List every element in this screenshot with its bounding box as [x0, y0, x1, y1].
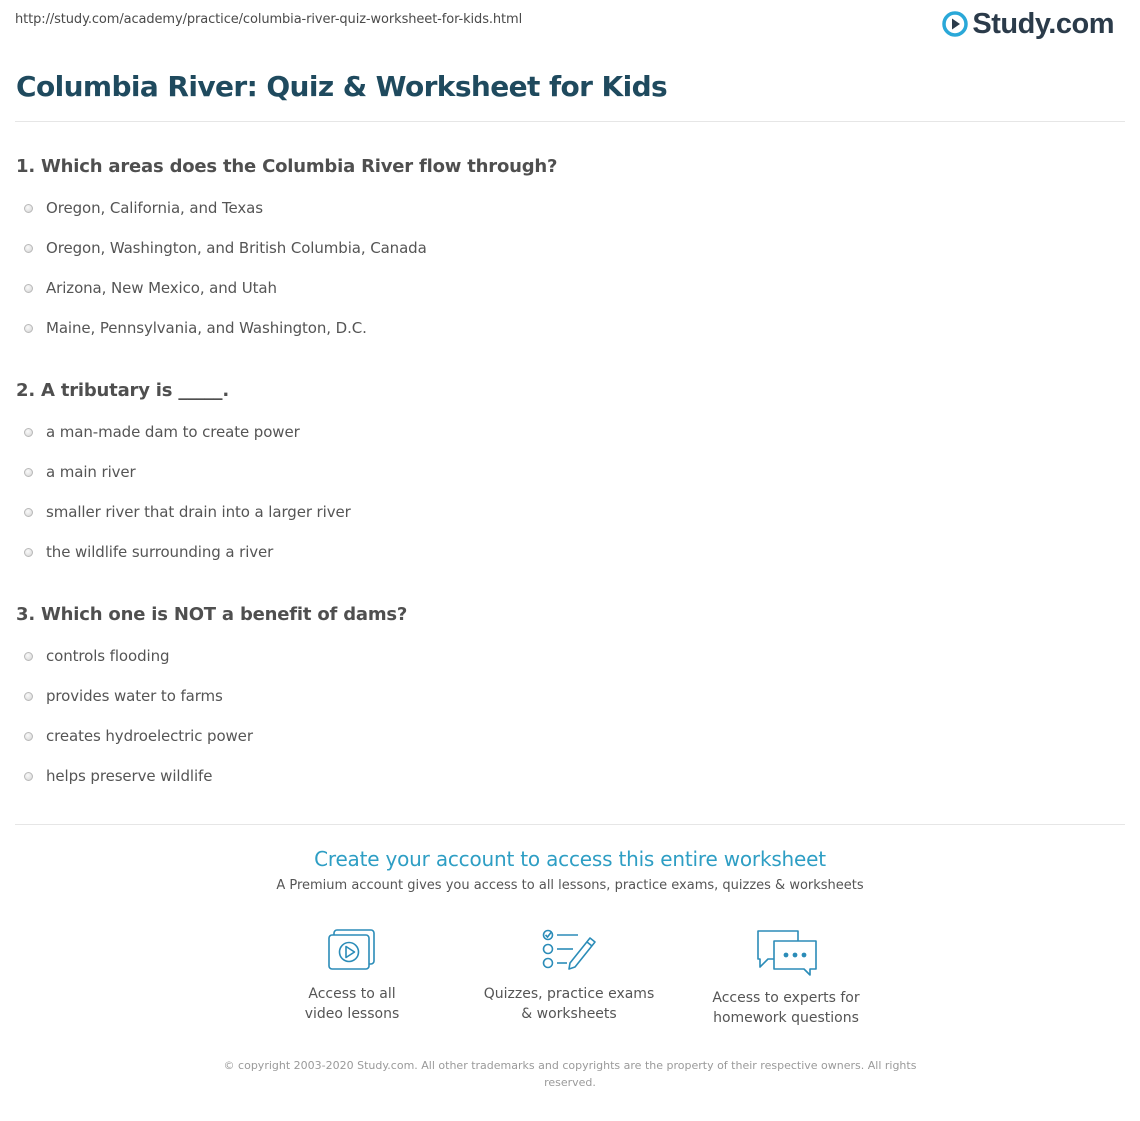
quiz-checklist-icon: [540, 928, 598, 972]
answer-label: Oregon, California, and Texas: [46, 199, 263, 217]
title-divider: [15, 121, 1125, 122]
answer-option[interactable]: [24, 726, 253, 746]
answer-option[interactable]: [24, 462, 136, 482]
answer-label: provides water to farms: [46, 687, 223, 705]
page-title: Columbia River: Quiz & Worksheet for Kids: [16, 70, 668, 103]
answer-label: creates hydroelectric power: [46, 727, 253, 745]
answer-option[interactable]: [24, 542, 273, 562]
question-3: 3. Which one is NOT a benefit of dams?: [16, 604, 408, 625]
section-divider: [15, 824, 1125, 825]
answer-option[interactable]: [24, 422, 300, 442]
answer-label: a main river: [46, 463, 136, 481]
answer-option[interactable]: [24, 198, 263, 218]
radio-button[interactable]: [24, 428, 33, 437]
feature-label-line: Access to experts for: [712, 990, 860, 1006]
answer-option[interactable]: [24, 686, 223, 706]
radio-button[interactable]: [24, 324, 33, 333]
radio-button[interactable]: [24, 244, 33, 253]
feature-label-line: video lessons: [304, 1006, 400, 1022]
answer-label: Arizona, New Mexico, and Utah: [46, 279, 277, 297]
feature-label-line: homework questions: [713, 1010, 859, 1026]
feature-video-lessons: [262, 928, 442, 1024]
answer-option[interactable]: [24, 502, 351, 522]
answer-option[interactable]: [24, 278, 277, 298]
feature-label-line: Access to all: [308, 986, 396, 1002]
feature-label-line: Quizzes, practice exams: [483, 986, 655, 1002]
answer-label: the wildlife surrounding a river: [46, 543, 274, 561]
answer-option[interactable]: [24, 318, 367, 338]
answer-label: helps preserve wildlife: [46, 767, 213, 785]
answer-label: controls flooding: [46, 647, 170, 665]
page-url: http://study.com/academy/practice/columbia-river-quiz-worksheet-for-kids.html: [15, 12, 523, 27]
radio-button[interactable]: [24, 204, 33, 213]
radio-button[interactable]: [24, 548, 33, 557]
radio-button[interactable]: [24, 508, 33, 517]
question-2: 2. A tributary is _____.: [16, 380, 229, 401]
radio-button[interactable]: [24, 772, 33, 781]
play-circle-icon: [942, 11, 968, 37]
answer-label: smaller river that drain into a larger river: [46, 503, 351, 521]
answer-label: Oregon, Washington, and British Columbia, Canada: [46, 239, 427, 257]
radio-button[interactable]: [24, 692, 33, 701]
expert-chat-icon: [754, 928, 818, 976]
cta-subtitle: A Premium account gives you access to all lessons, practice exams, quizzes & worksheets: [276, 878, 864, 893]
copyright-notice: © copyright 2003-2020 Study.com. All other trademarks and copyrights are the property of their respective owners. All rights reserved.: [223, 1059, 917, 1089]
study-logo[interactable]: [942, 6, 1114, 42]
question-1: 1. Which areas does the Columbia River flow through?: [16, 156, 558, 177]
feature-experts: [696, 928, 876, 1028]
radio-button[interactable]: [24, 284, 33, 293]
radio-button[interactable]: [24, 468, 33, 477]
feature-quizzes: [479, 928, 659, 1024]
answer-option[interactable]: [24, 646, 169, 666]
answer-option[interactable]: [24, 766, 212, 786]
answer-label: Maine, Pennsylvania, and Washington, D.C.: [46, 319, 367, 337]
radio-button[interactable]: [24, 732, 33, 741]
answer-label: a man-made dam to create power: [46, 423, 300, 441]
logo-text: Study.com: [972, 7, 1114, 40]
create-account-link[interactable]: Create your account to access this entire worksheet: [314, 847, 826, 871]
answer-option[interactable]: [24, 238, 427, 258]
video-lessons-icon: [326, 928, 378, 972]
radio-button[interactable]: [24, 652, 33, 661]
feature-label-line: & worksheets: [521, 1006, 617, 1022]
